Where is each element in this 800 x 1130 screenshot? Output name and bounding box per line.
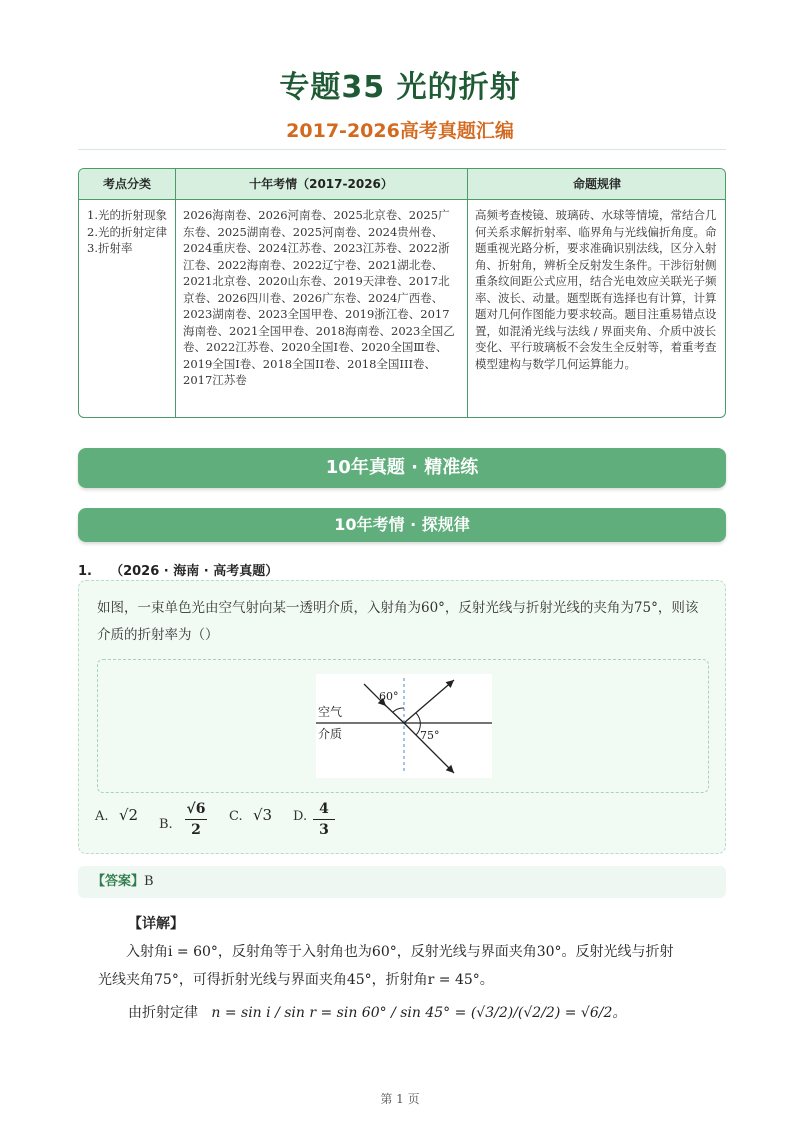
option-c-letter[interactable]: C.	[229, 809, 243, 824]
section-band-practice: 10年真题 · 精准练	[78, 448, 726, 488]
table-cell-history: 2026海南卷、2026河南卷、2025北京卷、2025广东卷、2025湖南卷、2025河南卷、2024贵州卷、2024重庆卷、2024江苏卷、2023江苏卷、2022浙江卷、2022海南卷、2022辽宁卷、2021湖北卷、2021北京卷、2020山东卷、2019天津卷、2017北京卷、2026四川卷、2026广东卷、2024广西卷、2023湖南卷、2023全国甲卷、2019浙江卷、2017海南卷、2021全国甲卷、2018海南卷、2023全国乙卷、2022江苏卷、2020全国Ⅰ卷、2020全国Ⅲ卷、2019全国Ⅰ卷、2018全国II卷、2018全国III卷、2017江苏卷	[183, 208, 455, 387]
option-b-numerator: √6	[186, 801, 206, 817]
option-a-value[interactable]: √2	[119, 806, 139, 824]
angle-arc-incident	[393, 708, 404, 712]
table-header-history: 十年考情（2017-2026）	[175, 169, 467, 199]
question-source: （2026 · 海南 · 高考真题）	[110, 564, 279, 579]
table-cell-categories: 1.光的折射现象 2.光的折射定律 3.折射率	[87, 208, 167, 255]
explanation-line-2: 光线夹角75°，可得折射光线与界面夹角45°，折射角r = 45°。	[98, 972, 494, 988]
page-title: 专题35 光的折射	[279, 70, 521, 105]
reflected-ray	[404, 680, 454, 723]
figure-box	[97, 659, 709, 793]
option-b-fraction[interactable]	[185, 801, 207, 838]
label-air: 空气	[318, 705, 343, 719]
option-a-letter[interactable]: A.	[95, 809, 109, 824]
summary-table	[78, 168, 726, 418]
section-band-explore: 10年考情 · 探规律	[78, 508, 726, 542]
option-b-denominator: 2	[191, 822, 201, 838]
title-divider	[78, 149, 726, 150]
formula-prefix: 由折射定律	[128, 1005, 198, 1021]
refraction-diagram	[316, 674, 492, 778]
option-c-value[interactable]: √3	[253, 806, 273, 824]
label-medium: 介质	[318, 727, 343, 741]
option-d-denominator: 3	[319, 822, 329, 838]
question-number: 1.	[78, 564, 92, 579]
page-number: 第 1 页	[380, 1092, 420, 1106]
page-subtitle: 2017-2026高考真题汇编	[286, 120, 514, 142]
fraction-bar	[185, 819, 207, 820]
answer-box	[78, 866, 726, 898]
table-header-category: 考点分类	[79, 169, 175, 199]
answer-label: 【答案】	[92, 874, 145, 889]
refraction-figure	[316, 674, 492, 778]
question-heading	[78, 560, 278, 579]
incident-ray-tail	[384, 704, 404, 723]
label-angle-between: 75°	[420, 729, 440, 742]
fraction-bar	[313, 819, 335, 820]
answer-value: B	[144, 874, 154, 889]
explanation-line-1: 入射角i = 60°，反射角等于入射角也为60°，反射光线与界面夹角30°。反射光线与折射	[126, 944, 674, 960]
option-d-numerator: 4	[319, 801, 329, 817]
formula-expression: n = sin i / sin r = sin 60° / sin 45° = (√3/2)/(√2/2) = √6/2。	[211, 1005, 627, 1021]
option-d-fraction[interactable]	[313, 801, 335, 838]
option-b-letter[interactable]: B.	[159, 817, 173, 832]
question-box	[78, 580, 726, 854]
explanation-formula-row	[128, 1002, 626, 1022]
table-cell-rules: 高频考查棱镜、玻璃砖、水球等情境，常结合几何关系求解折射率、临界角与光线偏折角度。命题重视光路分析，要求准确识别法线，区分入射角、折射角，辨析全反射发生条件。干涉衍射侧重条纹间距公式应用，结合光电效应关联光子频率、波长、动量。题型既有选择也有计算，计算题对几何作图能力要求较高。题目注重易错点设置，如混淆光线与法线 / 界面夹角、介质中波长变化、平行玻璃板不会发生全反射等，着重考查模型建构与数学几何运算能力。	[475, 208, 717, 371]
table-header-rules: 命题规律	[467, 169, 726, 199]
label-angle-incident: 60°	[379, 690, 399, 703]
option-d-letter[interactable]: D.	[293, 809, 308, 824]
question-stem: 如图，一束单色光由空气射向某一透明介质，入射角为60°，反射光线与折射光线的夹角为75°，则该介质的折射率为（）	[97, 600, 699, 643]
explanation-title: 【详解】	[128, 916, 184, 932]
